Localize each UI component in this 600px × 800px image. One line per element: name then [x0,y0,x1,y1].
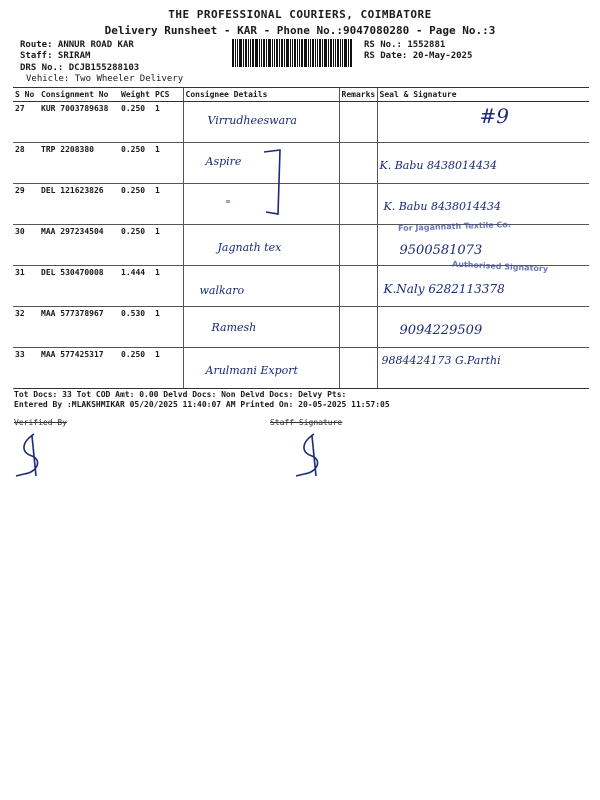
consignee-handwriting: Aspire [205,155,242,168]
barcode-bar [312,39,314,67]
barcode-bar [243,39,244,67]
signature-handwriting: K.Naly 6282113378 [383,282,505,296]
signature-handwriting: K. Babu 8438014434 [383,200,501,213]
cell-weight: 0.250 [119,225,153,266]
barcode-bar [317,39,318,67]
barcode-bar [342,39,343,67]
barcode-bar [235,39,236,67]
entered-by-line: Entered By :MLAKSHMIKAR 05/20/2025 11:40:07 AM Printed On: 20-05-2025 11:57:05 [14,400,390,409]
cell-pcs: 1 [153,348,183,389]
col-sno: S No [13,88,39,102]
table-row [13,348,589,389]
barcode-bar [319,39,321,67]
barcode-bar [232,39,234,67]
cell-consignment: DEL 530470008 [39,266,119,307]
table-row [13,102,589,143]
col-consignment: Consignment No [39,88,119,102]
barcode-bar [245,39,247,67]
barcode-bar [324,39,327,67]
barcode-bar [337,39,339,67]
barcode-bar [250,39,251,67]
barcode-bar [239,39,242,67]
verified-by-label: Verified By [14,418,67,427]
route-label: Route: ANNUR ROAD KAR [20,40,134,50]
signature-handwriting: K. Babu 8438014434 [379,159,497,172]
barcode-bar [281,39,283,67]
cell-sno: 27 [13,102,39,143]
barcode-bar [328,39,329,67]
consignee-handwriting: walkaro [199,284,245,297]
barcode-bar [315,39,316,67]
barcode-bar [290,39,291,67]
barcode-bar [304,39,307,67]
table-row [13,184,589,225]
cell-consignment: MAA 297234504 [39,225,119,266]
barcode-bar [237,39,238,67]
totals-line: Tot Docs: 33 Tot COD Amt: 0.00 Delvd Docs: Non Delvd Docs: Delvy Pts: [14,388,589,399]
rs-number: RS No.: 1552881 [364,40,446,50]
cell-weight: 0.250 [119,143,153,184]
cell-consignment: MAA 577425317 [39,348,119,389]
signature-handwriting: 9094229509 [399,323,483,338]
cell-consignment: DEL 121623826 [39,184,119,225]
cell-weight: 0.530 [119,307,153,348]
barcode-bar [276,39,278,67]
consignee-handwriting: Arulmani Export [205,364,298,377]
staff-label: Staff: SRIRAM [20,51,91,61]
cell-sno: 31 [13,266,39,307]
consignee-handwriting: Ramesh [211,321,257,334]
cell-consignment: KUR 7003789638 [39,102,119,143]
cell-pcs: 1 [153,102,183,143]
staff-signature-label: Staff Signature [270,418,343,427]
col-weight: Weight [119,88,153,102]
cell-pcs: 1 [153,225,183,266]
barcode-bar [284,39,285,67]
barcode-bar [340,39,341,67]
barcode-bar [259,39,260,67]
consignee-handwriting: " [225,198,231,211]
rs-date: RS Date: 20-May-2025 [364,51,473,61]
barcode-bar [299,39,300,67]
barcode-bar [330,39,332,67]
barcode-bar [279,39,280,67]
barcode-bar [344,39,347,67]
cell-weight: 1.444 [119,266,153,307]
barcode-bar [301,39,303,67]
barcode-bar [333,39,334,67]
table-header-row [13,88,589,102]
runsheet-table [13,87,589,389]
barcode-bar [268,39,271,67]
vehicle-label: Vehicle: Two Wheeler Delivery [26,74,184,84]
barcode-bar [350,39,352,67]
barcode-bar [272,39,273,67]
cell-consignment: MAA 577378967 [39,307,119,348]
barcode-bar [252,39,254,67]
company-stamp-line2: Authorised Signatory [451,259,549,274]
cell-sno: 30 [13,225,39,266]
signature-handwriting: 9500581073 [399,243,483,258]
table-row [13,143,589,184]
signature-handwriting: 9884424173 G.Parthi [381,354,501,367]
barcode-bar [310,39,311,67]
cell-pcs: 1 [153,307,183,348]
cell-sno: 32 [13,307,39,348]
verifier-signature-mark [12,432,52,478]
cell-consignment: TRP 2208380 [39,143,119,184]
table-row [13,225,589,266]
cell-weight: 0.250 [119,348,153,389]
cell-pcs: 1 [153,266,183,307]
document-title: THE PROFESSIONAL COURIERS, COIMBATORE [168,8,432,21]
company-stamp-line1: For Jagannath Textile Co. [397,220,511,233]
barcode-bar [348,39,349,67]
barcode-bar [266,39,267,67]
barcode-bar [261,39,262,67]
barcode-bar [263,39,265,67]
table-row [13,266,589,307]
document-subtitle: Delivery Runsheet - KAR - Phone No.:9047080280 - Page No.:3 [104,24,496,37]
staff-signature-mark [292,432,332,478]
col-remarks: Remarks [339,88,377,102]
cell-sno: 33 [13,348,39,389]
col-consignee: Consignee Details [183,88,339,102]
barcode-bar [335,39,336,67]
consignee-handwriting: Jagnath tex [217,241,282,254]
consignee-handwriting: Virrudheeswara [207,114,297,127]
barcode-bar [286,39,289,67]
col-seal-signature: Seal & Signature [377,88,589,102]
barcode [232,39,354,67]
barcode-bar [255,39,258,67]
barcode-bar [322,39,323,67]
cell-pcs: 1 [153,184,183,225]
cell-sno: 28 [13,143,39,184]
barcode-bar [297,39,298,67]
table-row [13,307,589,348]
drs-label: DRS No.: DCJB155288103 [20,63,140,73]
barcode-bar [308,39,309,67]
barcode-bar [274,39,275,67]
cell-pcs: 1 [153,143,183,184]
barcode-bar [294,39,296,67]
barcode-bar [292,39,293,67]
barcode-bar [248,39,249,67]
cell-weight: 0.250 [119,102,153,143]
cell-weight: 0.250 [119,184,153,225]
col-pcs: PCS [153,88,183,102]
signature-handwriting: #9 [479,104,509,128]
cell-sno: 29 [13,184,39,225]
handwritten-bracket [262,148,286,218]
